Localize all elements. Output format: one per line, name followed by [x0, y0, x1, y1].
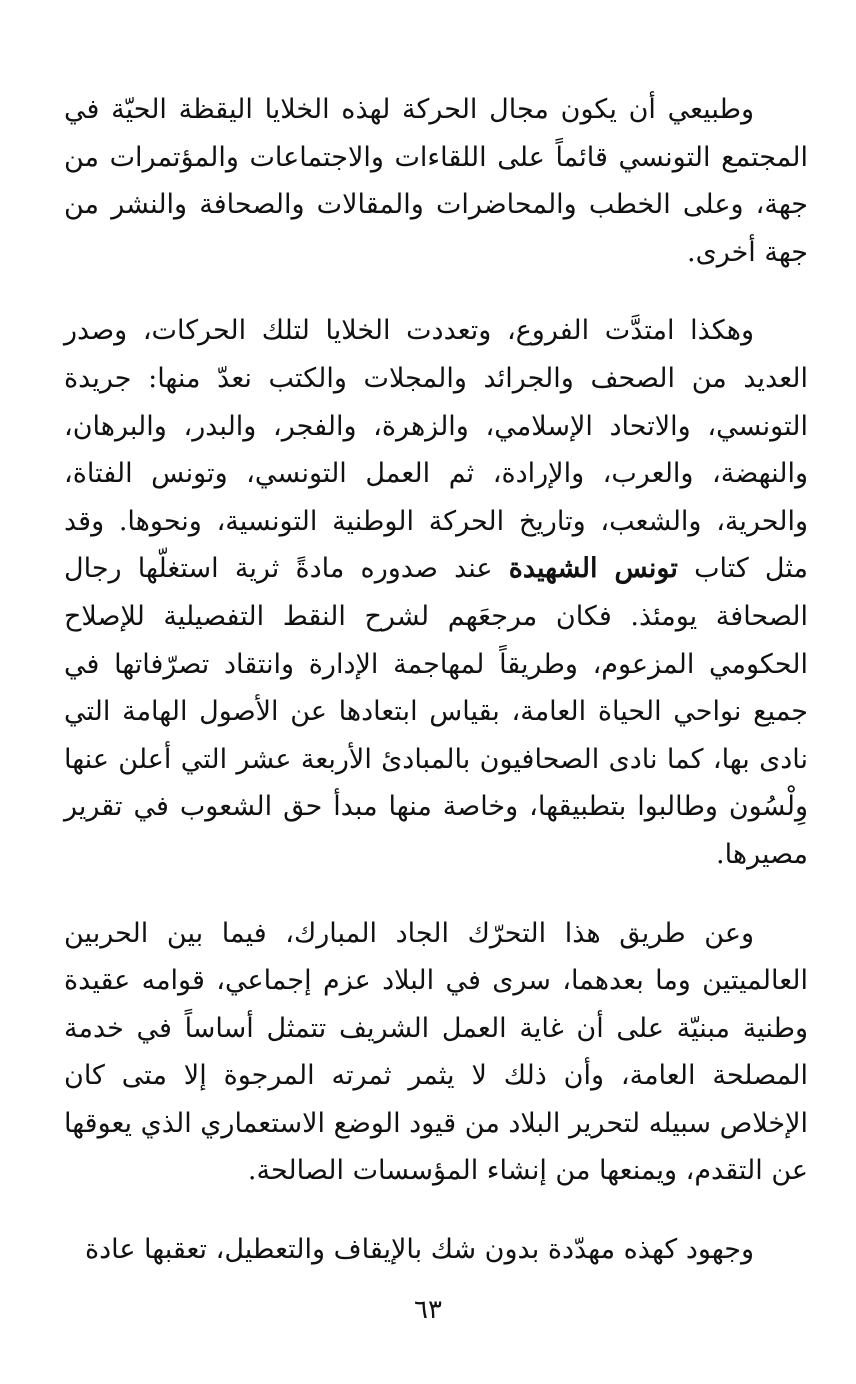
page-number: ٦٣ [414, 1295, 442, 1325]
book-title: تونس الشهيدة [508, 553, 678, 585]
paragraph-1: وطبيعي أن يكون مجال الحركة لهذه الخلايا اليقظة الحيّة في المجتمع التونسي قائماً على اللقاءات والاجتماعات والمؤتمرات من جهة، وعلى الخطب والمحاضرات والمقالات والصحافة والنشر من جهة أخرى. [64, 94, 808, 268]
paragraph-2-before-title: وهكذا امتدَّت الفروع، وتعددت الخلايا لتلك الحركات، وصدر العديد من الصحف والجرائد والمجلات والكتب نعدّ منها: جريدة التونسي، والاتحاد الإسلامي، والزهرة، والفجر، والبدر، والبرهان، والنهضة، والعرب، والإرادة، ثم العمل التونسي، وتونس الفتاة، والحرية، والشعب، وتاريخ الحركة الوطنية التونسية، ونحوها. وقد مثل كتاب [64, 315, 808, 585]
body-text [64, 86, 808, 1274]
paragraph-2 [64, 307, 808, 878]
paragraph-2-after-title: عند صدوره مادةً ثرية استغلّها رجال الصحافة يومئذ. فكان مرجعَهم لشرح النقط التفصيلية للإصلاح الحكومي المزعوم، وطريقاً لمهاجمة الإدارة وانتقاد تصرّفاتها في جميع نواحي الحياة العامة، بقياس ابتعادها عن الأصول الهامة التي نادى بها، كما نادى الصحافيون بالمبادئ الأربعة عشر التي أعلن عنها وِلْسُون وطالبوا بتطبيقها، وخاصة منها مبدأ حق الشعوب في تقرير مصيرها. [64, 553, 808, 870]
paragraph-3: وعن طريق هذا التحرّك الجاد المبارك، فيما بين الحربين العالميتين وما بعدهما، سرى في البلاد عزم إجماعي، قوامه عقيدة وطنية مبنيّة على أن غاية العمل الشريف تتمثل أساساً في خدمة المصلحة العامة، وأن ذلك لا يثمر ثمرته المرجوة إلا متى كان الإخلاص سبيله لتحرير البلاد من قيود الوضع الاستعماري الذي يعوقها عن التقدم، ويمنعها من إنشاء المؤسسات الصالحة. [64, 917, 808, 1187]
paragraph-4: وجهود كهذه مهدّدة بدون شك بالإيقاف والتعطيل، تعقبها عادة [84, 1234, 754, 1266]
